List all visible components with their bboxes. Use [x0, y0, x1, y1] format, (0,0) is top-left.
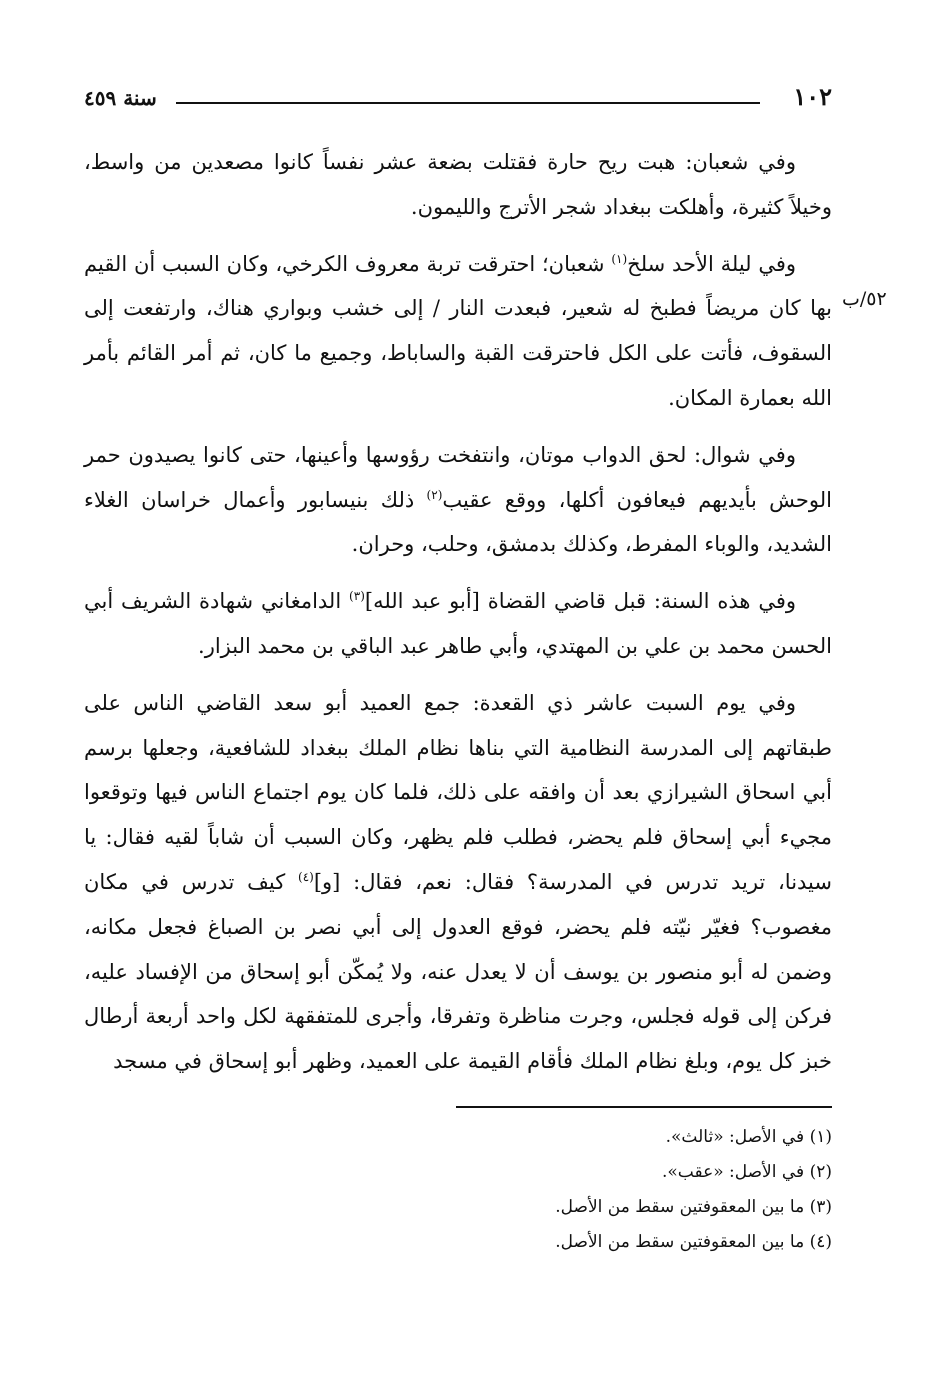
paragraph — [84, 242, 832, 421]
paragraph-text: الدامغاني شهادة الشريف أبي الحسن محمد بن علي بن المهتدي، وأبي طاهر عبد الباقي بن محمد البزار. — [84, 589, 832, 658]
paragraph-text: كيف تدرس في مكان مغصوب؟ فغيّر نيّته فلم يحضر، فوقع العدول إلى أبي نصر بن الصباغ فجعل مكانه، وضمن له أبو منصور بن يوسف أن لا يعدل عنه، ولا يُمكّن أبو إسحاق من الإفساد عليه، فركن إلى قوله فجلس، وجرت مناظرة وتفرقا، وأجرى للمتفقهة لكل واحد أربعة أرطال خبز كل يوم، وبلغ نظام الملك فأقام القيمة على العميد، وظهر أبو إسحاق في مسجد — [84, 869, 832, 1074]
footnote-ref: (٤) — [298, 869, 314, 884]
paragraph — [84, 433, 832, 567]
manuscript-folio-marker: ٥٢/ب — [842, 288, 887, 310]
header-rule — [176, 102, 760, 104]
footnote-ref: (١) — [611, 251, 628, 266]
paragraph — [84, 579, 832, 669]
paragraph-text: وفي ليلة الأحد سلخ — [627, 251, 797, 276]
footnote-ref: (٣) — [349, 589, 365, 604]
year-label: سنة ٤٥٩ — [84, 86, 157, 110]
footnote: (٣) ما بين المعقوفتين سقط من الأصل. — [555, 1197, 832, 1217]
page-header — [84, 78, 832, 118]
paragraph-text: وفي هذه السنة: قبل قاضي القضاة [أبو عبد الله] — [364, 589, 797, 614]
footnote: (١) في الأصل: «ثالث». — [665, 1127, 832, 1147]
paragraph-text: شعبان؛ احترقت تربة معروف الكرخي، وكان السبب أن القيم بها كان مريضاً فطبخ له شعير، فبعدت النار / إلى خشب وبواري هناك، وارتفعت إلى السقوف، فأتت على الكل فاحترقت القبة والساباط، وجميع ما كان، ثم أمر القائم بأمر الله بعمارة المكان. — [84, 251, 832, 410]
paragraph — [84, 140, 832, 230]
paragraph-text: ذلك بنيسابور وأعمال خراسان الغلاء الشديد، والوباء المفرط، وكذلك بدمشق، وحلب، وحران. — [84, 487, 832, 557]
paragraph — [84, 681, 832, 1084]
footnote-divider — [456, 1106, 832, 1108]
paragraph-text: وفي شعبان: هبت ريح حارة فقتلت بضعة عشر نفساً كانوا مصعدين من واسط، وخيلاً كثيرة، وأهلكت ببغداد شجر الأترج والليمون. — [84, 150, 832, 219]
footnote: (٢) في الأصل: «عقب». — [661, 1162, 832, 1182]
page-number: ١٠٢ — [793, 82, 832, 111]
paragraph-text: وفي يوم السبت عاشر ذي القعدة: جمع العميد أبو سعد القاضي الناس على طبقاتهم إلى المدرسة النظامية التي بناها نظام الملك ببغداد للشافعية، وجعلها برسم أبي اسحاق الشيرازي بعد أن وافقه على ذلك، فلما كان يوم اجتماع الناس فيها وتوقعوا مجيء أبي إسحاق فلم يحضر، فطلب فلم يظهر، وكان السبب أن شاباً لقيه فقال: يا سيدنا، تريد تدرس في المدرسة؟ فقال: نعم، فقال: [و] — [84, 690, 832, 894]
paragraph-text: وفي شوال: لحق الدواب موتان، وانتفخت رؤوسها وأعينها، حتى كانوا يصيدون حمر الوحش بأيديهم فيعافون أكلها، ووقع عقيب — [84, 442, 832, 512]
footnote: (٤) ما بين المعقوفتين سقط من الأصل. — [555, 1232, 832, 1252]
footnote-ref: (٢) — [426, 487, 443, 502]
main-text — [84, 140, 832, 1084]
footnotes — [84, 1120, 832, 1260]
